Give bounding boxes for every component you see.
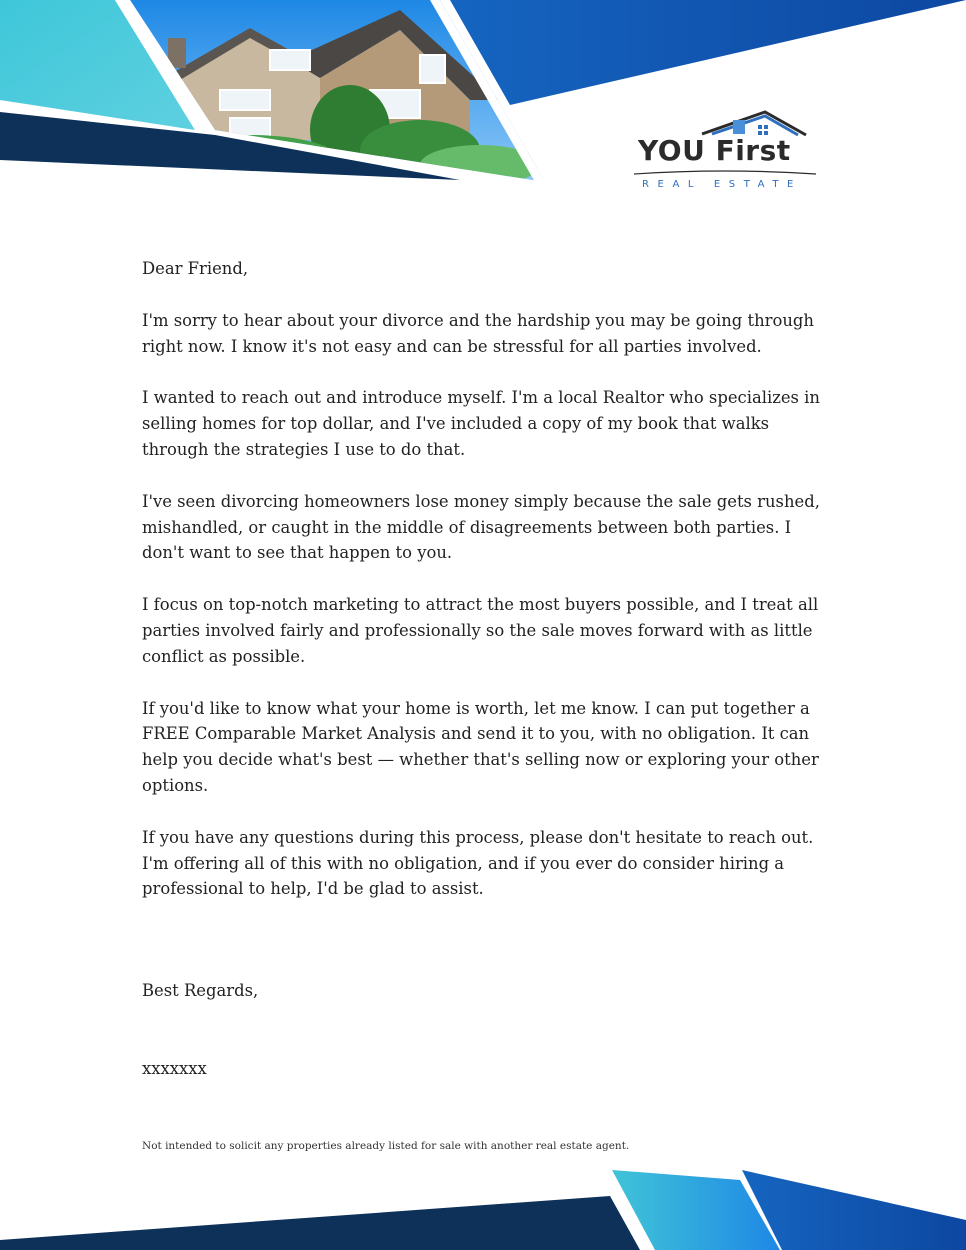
blue-band <box>450 0 966 105</box>
footer-navy-band <box>0 1196 640 1250</box>
paragraph: I've seen divorcing homeowners lose money simply because the sale gets rushed, mishandled, or caught in the middle of disagreements between both parties. I don't want to see that happen to you. <box>142 491 820 563</box>
paragraph: If you'd like to know what your home is worth, let me know. I can put together a FREE Comparable Market Analysis and send it to you, with no obligation. It can help you decide what's best — whether that's selling now or exploring your other options. <box>142 698 819 795</box>
signature: xxxxxxx <box>142 1058 207 1078</box>
paragraph: I wanted to reach out and introduce myself. I'm a local Realtor who specializes in selling homes for top dollar, and I've included a copy of my book that walks through the strategies I use to do that. <box>142 388 820 459</box>
brand-name: YOU First <box>638 134 791 167</box>
footer-blue-band <box>742 1170 966 1250</box>
disclaimer: Not intended to solicit any properties already listed for sale with another real estate agent. <box>142 1140 630 1152</box>
header-banner <box>0 0 966 200</box>
paragraph: I focus on top-notch marketing to attract the most buyers possible, and I treat all parties involved fairly and professionally so the sale moves forward with as little conflict as possible. <box>142 595 819 666</box>
brand-logo <box>630 108 820 193</box>
paragraph: I'm sorry to hear about your divorce and the hardship you may be going through right now. I know it's not easy and can be stressful for all parties involved. <box>142 310 814 356</box>
salutation: Dear Friend, <box>142 259 249 278</box>
closing: Best Regards, <box>142 981 259 1001</box>
brand-tagline: REAL ESTATE <box>642 179 802 190</box>
footer-banner <box>0 1160 966 1250</box>
paragraph: If you have any questions during this process, please don't hesitate to reach out. I'm offering all of this with no obligation, and if you ever do consider hiring a professional to help, I'd be glad to assist. <box>142 827 814 899</box>
letter-body <box>142 256 832 1108</box>
